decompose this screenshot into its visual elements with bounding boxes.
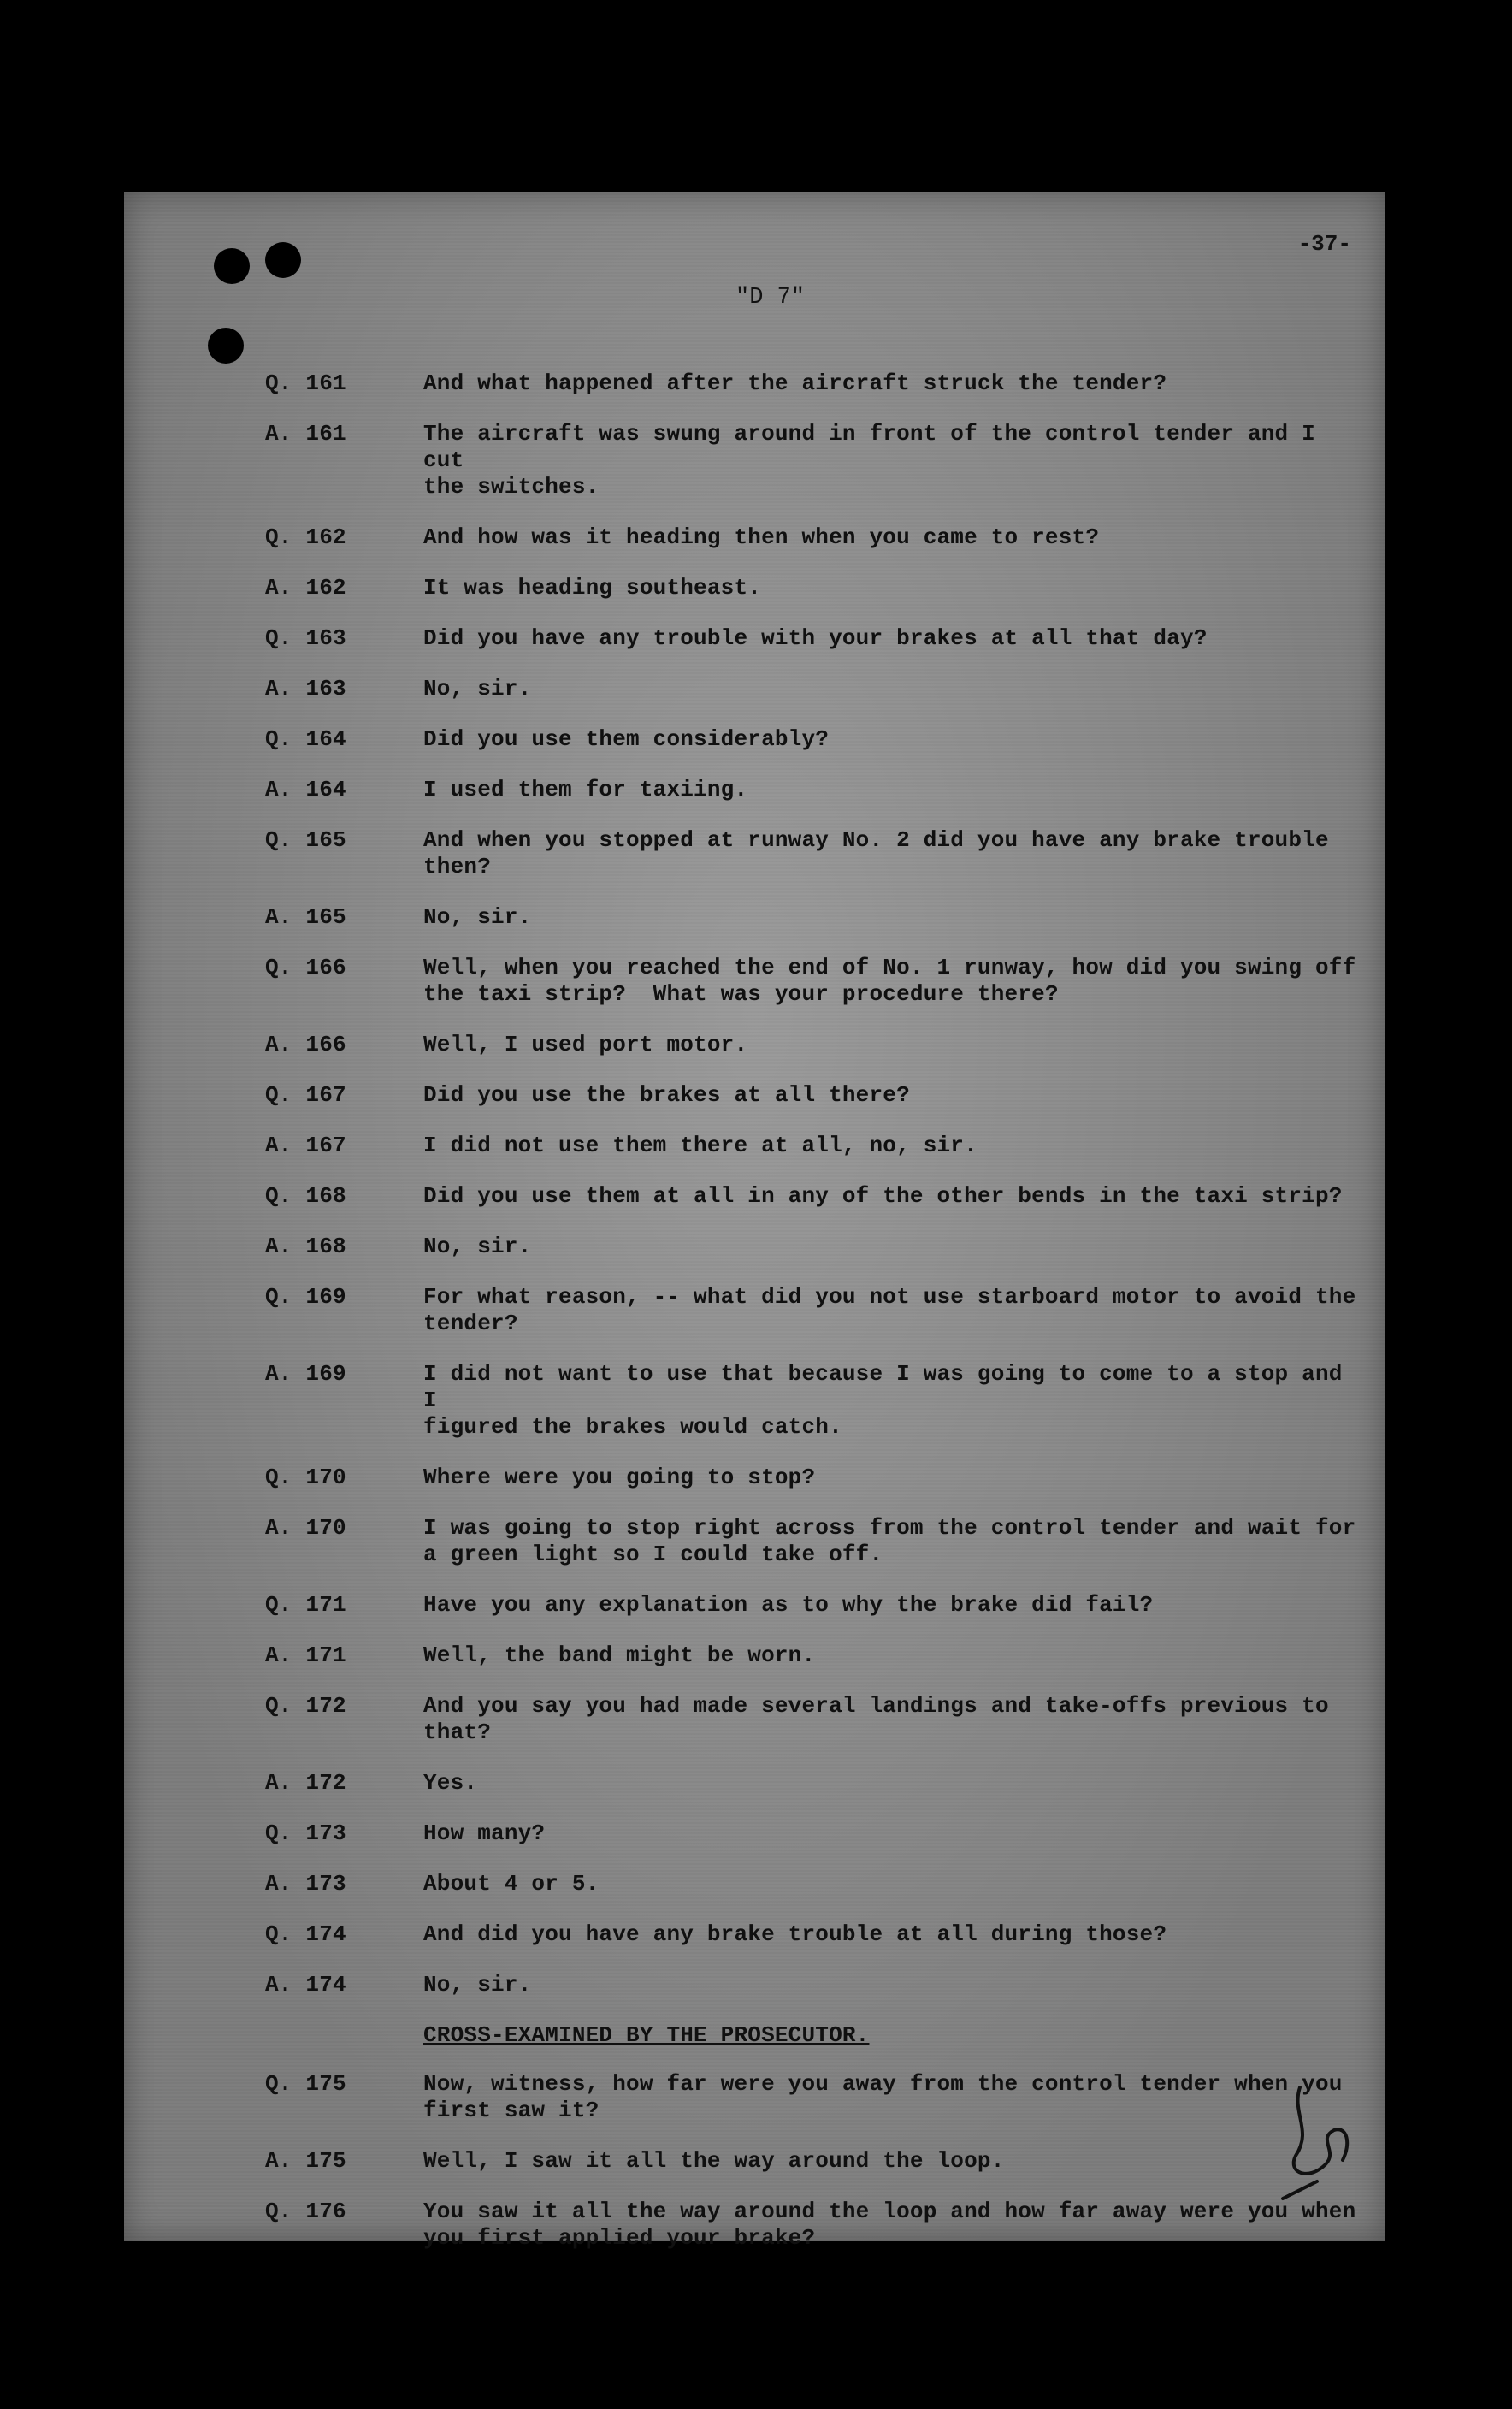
direct-examination bbox=[265, 370, 1368, 1998]
transcript-entry bbox=[265, 2199, 1368, 2252]
entry-label: Q. 174 bbox=[265, 1921, 346, 1947]
entry-text: About 4 or 5. bbox=[423, 1871, 599, 1897]
transcript-entry bbox=[265, 676, 1368, 702]
entry-text: I did not use them there at all, no, sir. bbox=[423, 1133, 977, 1158]
transcript-entry bbox=[265, 726, 1368, 753]
entry-label: A. 164 bbox=[265, 777, 346, 802]
entry-text: You saw it all the way around the loop and how far away were you when you first applied your brake? bbox=[423, 2199, 1356, 2251]
entry-label: Q. 164 bbox=[265, 726, 346, 752]
transcript-entry bbox=[265, 1515, 1368, 1568]
entry-text: I did not want to use that because I was going to come to a stop and I figured the brakes would catch. bbox=[423, 1361, 1343, 1440]
transcript-entry bbox=[265, 1592, 1368, 1619]
entry-label: A. 169 bbox=[265, 1361, 346, 1387]
entry-label: A. 170 bbox=[265, 1515, 346, 1541]
transcript-entry bbox=[265, 827, 1368, 880]
transcript-entry bbox=[265, 1770, 1368, 1796]
entry-label: A. 162 bbox=[265, 575, 346, 601]
entry-text: I used them for taxiing. bbox=[423, 777, 748, 802]
entry-label: A. 165 bbox=[265, 904, 346, 930]
entry-label: Q. 170 bbox=[265, 1465, 346, 1490]
entry-label: Q. 168 bbox=[265, 1183, 346, 1209]
transcript-entry bbox=[265, 370, 1368, 397]
punch-hole-1 bbox=[214, 248, 250, 284]
document-page bbox=[124, 192, 1385, 2251]
transcript-entry bbox=[265, 1693, 1368, 1746]
transcript-entry bbox=[265, 625, 1368, 652]
entry-label: A. 174 bbox=[265, 1972, 346, 1998]
transcript-entry bbox=[265, 2148, 1368, 2175]
entry-text: Well, when you reached the end of No. 1 runway, how did you swing off the taxi strip? What was your procedure there? bbox=[423, 955, 1356, 1007]
entry-label: A. 171 bbox=[265, 1642, 346, 1668]
entry-text: And did you have any brake trouble at all during those? bbox=[423, 1921, 1167, 1947]
entry-label: Q. 166 bbox=[265, 955, 346, 980]
entry-label: Q. 162 bbox=[265, 524, 346, 550]
entry-label: Q. 163 bbox=[265, 625, 346, 651]
transcript-entry bbox=[265, 1082, 1368, 1109]
punch-hole-3 bbox=[208, 328, 244, 364]
entry-text: Did you use the brakes at all there? bbox=[423, 1082, 910, 1108]
entry-text: No, sir. bbox=[423, 676, 532, 701]
transcript-entry bbox=[265, 2071, 1368, 2124]
entry-label: Q. 169 bbox=[265, 1284, 346, 1310]
entry-text: And you say you had made several landings and take-offs previous to that? bbox=[423, 1693, 1343, 1745]
transcript-entry bbox=[265, 1361, 1368, 1441]
transcript-entry bbox=[265, 1871, 1368, 1897]
entry-text: It was heading southeast. bbox=[423, 575, 762, 601]
transcript-entry bbox=[265, 1183, 1368, 1210]
transcript-entry bbox=[265, 904, 1368, 931]
entry-label: A. 163 bbox=[265, 676, 346, 701]
transcript-entry bbox=[265, 1465, 1368, 1491]
entry-label: A. 173 bbox=[265, 1871, 346, 1897]
entry-label: A. 175 bbox=[265, 2148, 346, 2174]
entry-label: Q. 176 bbox=[265, 2199, 346, 2224]
entry-label: A. 172 bbox=[265, 1770, 346, 1796]
entry-text: Well, I used port motor. bbox=[423, 1032, 748, 1057]
entry-text: Well, the band might be worn. bbox=[423, 1642, 816, 1668]
entry-text: And when you stopped at runway No. 2 did you have any brake trouble then? bbox=[423, 827, 1343, 879]
entry-text: For what reason, -- what did you not use starboard motor to avoid the tender? bbox=[423, 1284, 1356, 1336]
transcript-entry bbox=[265, 1642, 1368, 1669]
entry-text: The aircraft was swung around in front of the control tender and I cut the switches. bbox=[423, 421, 1315, 500]
entry-text: Have you any explanation as to why the brake did fail? bbox=[423, 1592, 1154, 1618]
entry-text: Well, I saw it all the way around the loop. bbox=[423, 2148, 1005, 2174]
entry-label: A. 168 bbox=[265, 1234, 346, 1259]
entry-text: Yes. bbox=[423, 1770, 478, 1796]
entry-label: Q. 167 bbox=[265, 1082, 346, 1108]
entry-text: I was going to stop right across from the control tender and wait for a green light so I could take off. bbox=[423, 1515, 1356, 1567]
section-heading: CROSS-EXAMINED BY THE PROSECUTOR. bbox=[423, 2022, 870, 2048]
entry-label: Q. 173 bbox=[265, 1820, 346, 1846]
transcript-entry bbox=[265, 575, 1368, 601]
transcript-entry bbox=[265, 1284, 1368, 1337]
transcript-entry bbox=[265, 421, 1368, 500]
entry-text: Did you use them at all in any of the other bends in the taxi strip? bbox=[423, 1183, 1343, 1209]
cross-examination bbox=[265, 2071, 1368, 2252]
transcript-entry bbox=[265, 1921, 1368, 1948]
document-code: "D 7" bbox=[735, 285, 806, 311]
transcript-entry bbox=[265, 1972, 1368, 1998]
entry-text: How many? bbox=[423, 1820, 546, 1846]
entry-label: Q. 175 bbox=[265, 2071, 346, 2097]
transcript-entry bbox=[265, 1820, 1368, 1847]
transcript-entry bbox=[265, 1032, 1368, 1058]
entry-label: Q. 172 bbox=[265, 1693, 346, 1719]
transcript-entry bbox=[265, 1234, 1368, 1260]
entry-label: Q. 165 bbox=[265, 827, 346, 853]
punch-hole-2 bbox=[265, 242, 301, 278]
entry-text: Did you use them considerably? bbox=[423, 726, 830, 752]
entry-label: Q. 171 bbox=[265, 1592, 346, 1618]
testimony-transcript bbox=[265, 370, 1368, 2276]
entry-label: Q. 161 bbox=[265, 370, 346, 396]
entry-text: Did you have any trouble with your brakes at all that day? bbox=[423, 625, 1208, 651]
entry-text: No, sir. bbox=[423, 904, 532, 930]
entry-text: Where were you going to stop? bbox=[423, 1465, 816, 1490]
handwritten-initials bbox=[1266, 2079, 1360, 2207]
entry-text: And how was it heading then when you came to rest? bbox=[423, 524, 1100, 550]
entry-label: A. 167 bbox=[265, 1133, 346, 1158]
entry-text: And what happened after the aircraft struck the tender? bbox=[423, 370, 1167, 396]
entry-label: A. 161 bbox=[265, 421, 346, 447]
transcript-entry bbox=[265, 955, 1368, 1008]
transcript-entry bbox=[265, 524, 1368, 551]
entry-text: No, sir. bbox=[423, 1234, 532, 1259]
transcript-entry bbox=[265, 1133, 1368, 1159]
transcript-entry bbox=[265, 777, 1368, 803]
entry-text: No, sir. bbox=[423, 1972, 532, 1998]
page-number: -37- bbox=[1297, 231, 1351, 257]
entry-label: A. 166 bbox=[265, 1032, 346, 1057]
entry-text: Now, witness, how far were you away from the control tender when you first saw it? bbox=[423, 2071, 1343, 2123]
